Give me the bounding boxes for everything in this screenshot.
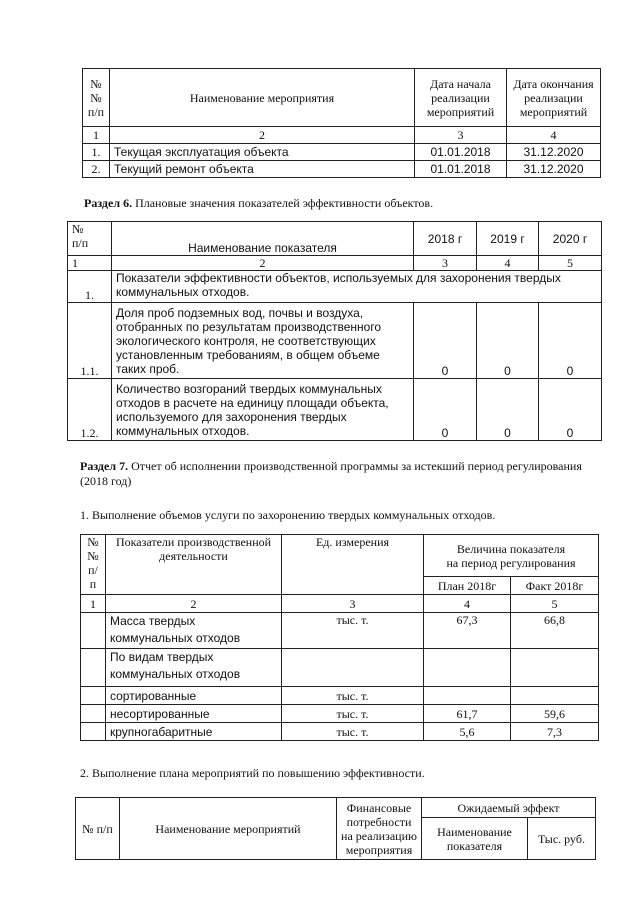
row-fact [511,687,599,705]
section-7-heading [80,459,590,489]
table-row [81,613,599,649]
row-num [81,723,106,741]
row-2019: 0 [477,379,539,441]
row-num [81,687,106,705]
t4-header-rub: Тыс. руб. [528,818,596,860]
t1-header-name: Наименование мероприятия [110,69,415,127]
row-unit: тыс. т. [282,613,424,649]
t1-header-start: Дата начала реализации мероприятий [415,69,507,127]
t3-header-unit: Ед. измерения [282,535,424,595]
events-table [82,68,601,178]
row-unit: тыс. т. [282,723,424,741]
row-num: 1. [83,144,110,161]
table-row [83,144,601,161]
row-num: 1.2. [68,379,112,441]
table-row [81,705,599,723]
volumes-table [80,534,599,741]
row-fact: 7,3 [511,723,599,741]
row-num [81,613,106,649]
row-name: Количество возгораний твердых коммунальных отходов в расчете на единицу площади объекта, используемого для захоронения твердых коммунальных отходов. [112,379,414,441]
t3-header-name: Показатели производственной деятельности [106,535,282,595]
row-2020: 0 [539,303,602,379]
row-num [81,705,106,723]
t1-header-num: №№ п/п [83,69,110,127]
t2-colnum: 5 [539,256,602,271]
row-num: 1. [68,271,112,303]
section-6-heading [84,196,433,211]
t3-colnum: 4 [424,595,511,613]
row-fact: 66,8 [511,613,599,649]
t3-colnum: 2 [106,595,282,613]
indicators-table [67,221,602,441]
row-plan [424,687,511,705]
t4-header-num: № п/п [76,798,120,860]
t4-header-indicator: Наименование показателя [422,818,528,860]
row-name: Показатели эффективности объектов, используемых для захоронения твердых коммунальных отходов. [112,271,602,303]
t1-colnum: 4 [507,127,601,144]
table-row [81,687,599,705]
row-name: По видам твердых коммунальных отходов [106,649,282,687]
t3-header-num: №№ п/п [81,535,106,595]
section-6-title: Плановые значения показателей эффективности объектов. [135,196,434,210]
table-row [68,303,602,379]
row-end: 31.12.2020 [507,161,601,178]
t2-header-2019: 2019 г [477,222,539,256]
t1-colnum: 2 [110,127,415,144]
row-fact [511,649,599,687]
row-unit [282,649,424,687]
row-num [81,649,106,687]
t3-header-fact: Факт 2018г [511,577,599,595]
t3-colnum: 1 [81,595,106,613]
table-row [68,271,602,303]
row-2020: 0 [539,379,602,441]
section-7-title: Отчет об исполнении производственной программы за истекший период регулирования (2018 год) [80,459,582,488]
t1-colnum: 3 [415,127,507,144]
t1-header-end: Дата окончания реализации мероприятий [507,69,601,127]
t3-colnum: 3 [282,595,424,613]
t2-colnum: 2 [112,256,414,271]
section-7-label: Раздел 7. [80,459,129,473]
row-2018: 0 [414,379,477,441]
row-name: Текущий ремонт объекта [110,161,415,178]
row-name: несортированные [106,705,282,723]
row-fact: 59,6 [511,705,599,723]
subheading-2: 2. Выполнение плана мероприятий по повышению эффективности. [80,766,425,780]
row-end: 31.12.2020 [507,144,601,161]
t2-header-num: № п/п [68,222,112,256]
t3-colnum: 5 [511,595,599,613]
t2-header-2020: 2020 г [539,222,602,256]
row-unit: тыс. т. [282,705,424,723]
table-row [81,723,599,741]
efficiency-plan-table [75,797,596,860]
row-name: Масса твердых коммунальных отходов [106,613,282,649]
row-plan: 61,7 [424,705,511,723]
subheading-1: 1. Выполнение объемов услуги по захоронению твердых коммунальных отходов. [80,508,496,522]
row-unit: тыс. т. [282,687,424,705]
row-name: Доля проб подземных вод, почвы и воздуха, отобранных по результатам производственного экологического контроля, не соответствующих установленным требованиям, в общем объеме таких проб. [112,303,414,379]
row-2019: 0 [477,303,539,379]
t2-header-2018: 2018 г [414,222,477,256]
row-start: 01.01.2018 [415,144,507,161]
t4-header-name: Наименование мероприятий [120,798,337,860]
t2-colnum: 3 [414,256,477,271]
t4-header-finance: Финансовые потребности на реализацию мероприятия [337,798,422,860]
t3-header-plan: План 2018г [424,577,511,595]
row-plan: 67,3 [424,613,511,649]
row-num: 1.1. [68,303,112,379]
table-row [83,161,601,178]
t3-header-value: Величина показателя на период регулирования [424,535,599,577]
t1-colnum: 1 [83,127,110,144]
t2-colnum: 4 [477,256,539,271]
t2-header-name: Наименование показателя [112,222,414,256]
row-name: крупногабаритные [106,723,282,741]
row-name: сортированные [106,687,282,705]
row-start: 01.01.2018 [415,161,507,178]
section-6-label: Раздел 6. [84,196,133,210]
table-row [68,379,602,441]
t2-colnum: 1 [68,256,112,271]
row-name: Текущая эксплуатация объекта [110,144,415,161]
row-2018: 0 [414,303,477,379]
row-plan: 5,6 [424,723,511,741]
row-plan [424,649,511,687]
t4-header-effect: Ожидаемый эффект [422,798,596,818]
table-row [81,649,599,687]
row-num: 2. [83,161,110,178]
